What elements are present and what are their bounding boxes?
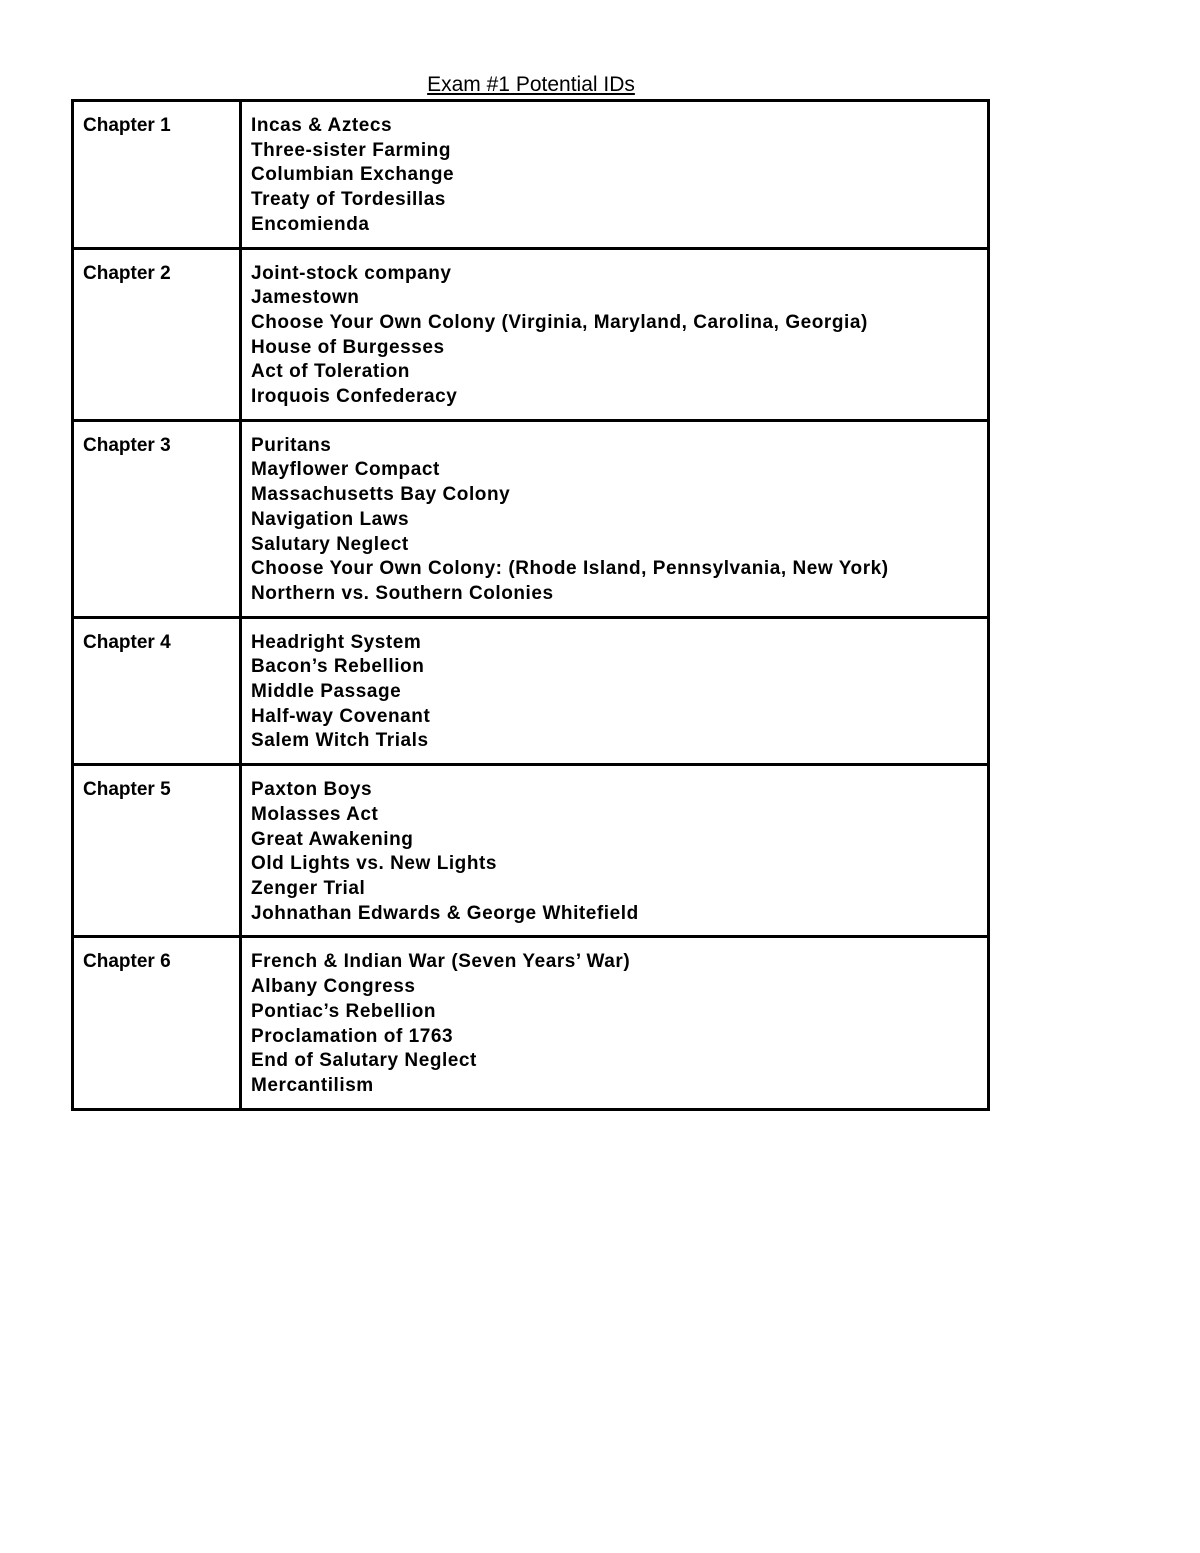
id-list xyxy=(241,420,989,617)
table-row xyxy=(73,617,989,765)
id-item: Treaty of Tordesillas xyxy=(251,189,446,211)
id-item: Three-sister Farming xyxy=(251,139,451,161)
chapter-label: Chapter 2 xyxy=(73,248,241,420)
id-item: Great Awakening xyxy=(251,828,414,850)
id-item: Salem Witch Trials xyxy=(251,730,429,752)
table-row xyxy=(73,101,989,249)
table-row xyxy=(73,248,989,420)
page-title: Exam #1 Potential IDs xyxy=(427,73,635,96)
id-list xyxy=(241,617,989,765)
id-item: Pontiac’s Rebellion xyxy=(251,1000,437,1022)
id-item: Northern vs. Southern Colonies xyxy=(251,582,554,604)
id-item: Puritans xyxy=(251,434,332,456)
chapter-label: Chapter 3 xyxy=(73,420,241,617)
id-item: Incas & Aztecs xyxy=(251,115,393,136)
id-item: Mayflower Compact xyxy=(251,459,440,481)
id-item: Jamestown xyxy=(251,287,360,309)
id-item: Middle Passage xyxy=(251,681,402,703)
id-item: Massachusetts Bay Colony xyxy=(251,484,511,506)
id-item: Iroquois Confederacy xyxy=(251,386,458,408)
id-item: Paxton Boys xyxy=(251,779,373,801)
ids-table xyxy=(71,99,990,1111)
table-row xyxy=(73,937,989,1109)
id-item: End of Salutary Neglect xyxy=(251,1050,477,1072)
table-row xyxy=(73,765,989,937)
id-item: Joint-stock company xyxy=(251,262,452,284)
id-item: French & Indian War (Seven Years’ War) xyxy=(251,951,631,973)
id-item: Half-way Covenant xyxy=(251,705,431,727)
id-item: Salutary Neglect xyxy=(251,533,409,555)
id-item: Navigation Laws xyxy=(251,508,410,530)
id-item: Bacon’s Rebellion xyxy=(251,656,425,678)
ids-table-body xyxy=(73,101,989,1110)
id-item: Proclamation of 1763 xyxy=(251,1025,454,1047)
id-item: Molasses Act xyxy=(251,803,379,825)
chapter-label: Chapter 6 xyxy=(73,937,241,1109)
chapter-label: Chapter 4 xyxy=(73,617,241,765)
id-item: Zenger Trial xyxy=(251,877,366,899)
id-item: House of Burgesses xyxy=(251,336,445,358)
id-item: Albany Congress xyxy=(251,976,416,998)
chapter-label: Chapter 1 xyxy=(73,101,241,249)
id-item: Encomienda xyxy=(251,213,370,235)
id-list xyxy=(241,937,989,1109)
id-item: Choose Your Own Colony: (Rhode Island, Pennsylvania, New York) xyxy=(251,558,889,580)
id-list xyxy=(241,101,989,249)
id-item: Mercantilism xyxy=(251,1074,374,1096)
id-list xyxy=(241,765,989,937)
id-list xyxy=(241,248,989,420)
id-item: Headright System xyxy=(251,631,422,653)
id-item: Columbian Exchange xyxy=(251,164,455,186)
id-item: Act of Toleration xyxy=(251,361,410,383)
table-row xyxy=(73,420,989,617)
id-item: Old Lights vs. New Lights xyxy=(251,853,497,875)
chapter-label: Chapter 5 xyxy=(73,765,241,937)
id-item: Choose Your Own Colony (Virginia, Maryland, Carolina, Georgia) xyxy=(251,311,868,333)
id-item: Johnathan Edwards & George Whitefield xyxy=(251,902,639,924)
